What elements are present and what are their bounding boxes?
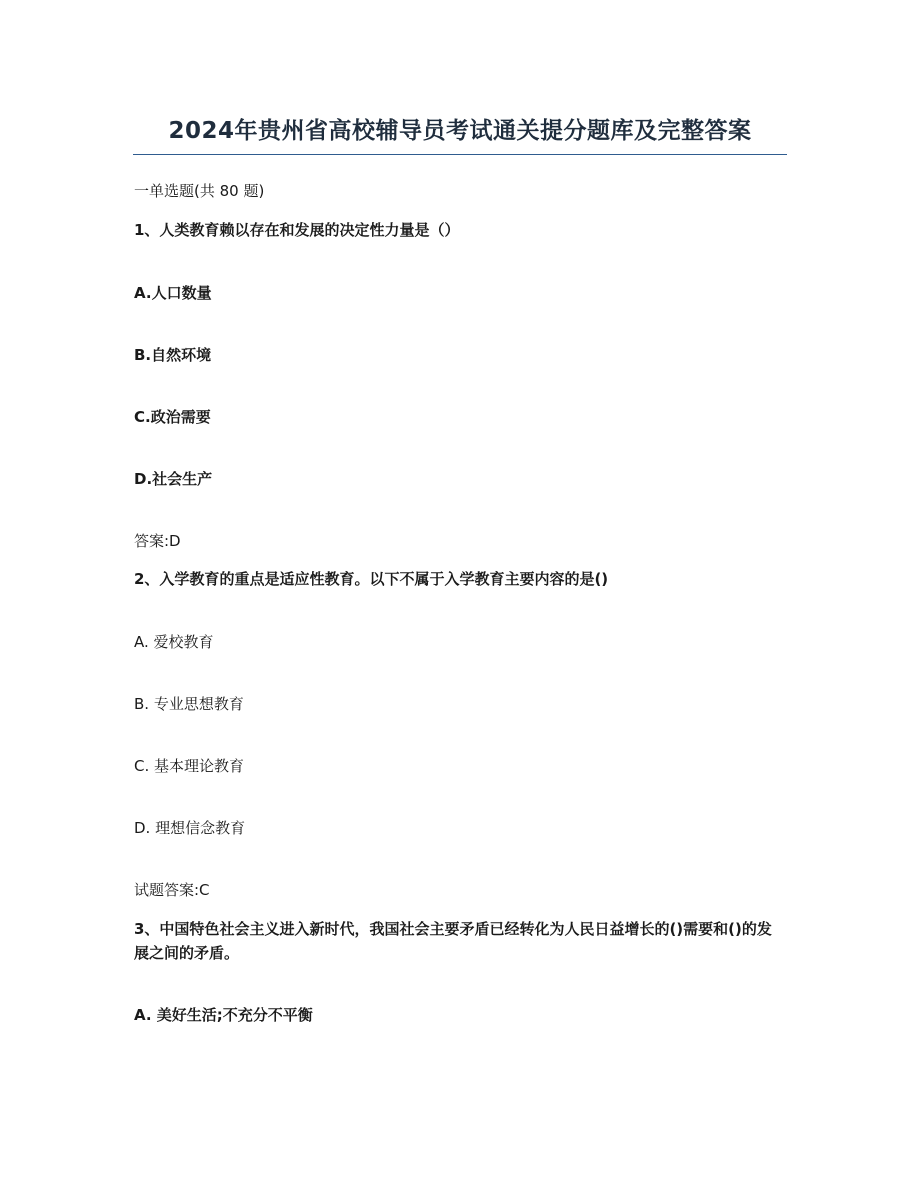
question-1-option-a: A.人口数量 (134, 284, 212, 302)
question-2-option-b: B. 专业思想教育 (134, 695, 244, 713)
question-1-stem: 1、人类教育赖以存在和发展的决定性力量是（） (134, 221, 460, 239)
question-1-option-b: B.自然环境 (134, 346, 212, 364)
question-2-option-d: D. 理想信念教育 (134, 819, 246, 837)
question-2-option-c: C. 基本理论教育 (134, 757, 245, 775)
question-1-option-d: D.社会生产 (134, 470, 213, 488)
title-underline (133, 154, 787, 155)
question-3-stem: 3、中国特色社会主义进入新时代，我国社会主要矛盾已经转化为人民日益增长的()需要和()的发展之间的矛盾。 (134, 920, 772, 962)
question-2-answer: 试题答案:C (134, 881, 210, 899)
question-1-answer: 答案:D (134, 532, 181, 550)
question-2-stem: 2、入学教育的重点是适应性教育。以下不属于入学教育主要内容的是() (134, 570, 609, 588)
document-title: 2024年贵州省高校辅导员考试通关提分题库及完整答案 (168, 118, 752, 144)
question-2-option-a: A. 爱校教育 (134, 633, 214, 651)
question-3-option-a: A. 美好生活;不充分不平衡 (134, 1006, 313, 1024)
section-heading: 一单选题(共 80 题) (134, 182, 265, 200)
question-1-option-c: C.政治需要 (134, 408, 211, 426)
